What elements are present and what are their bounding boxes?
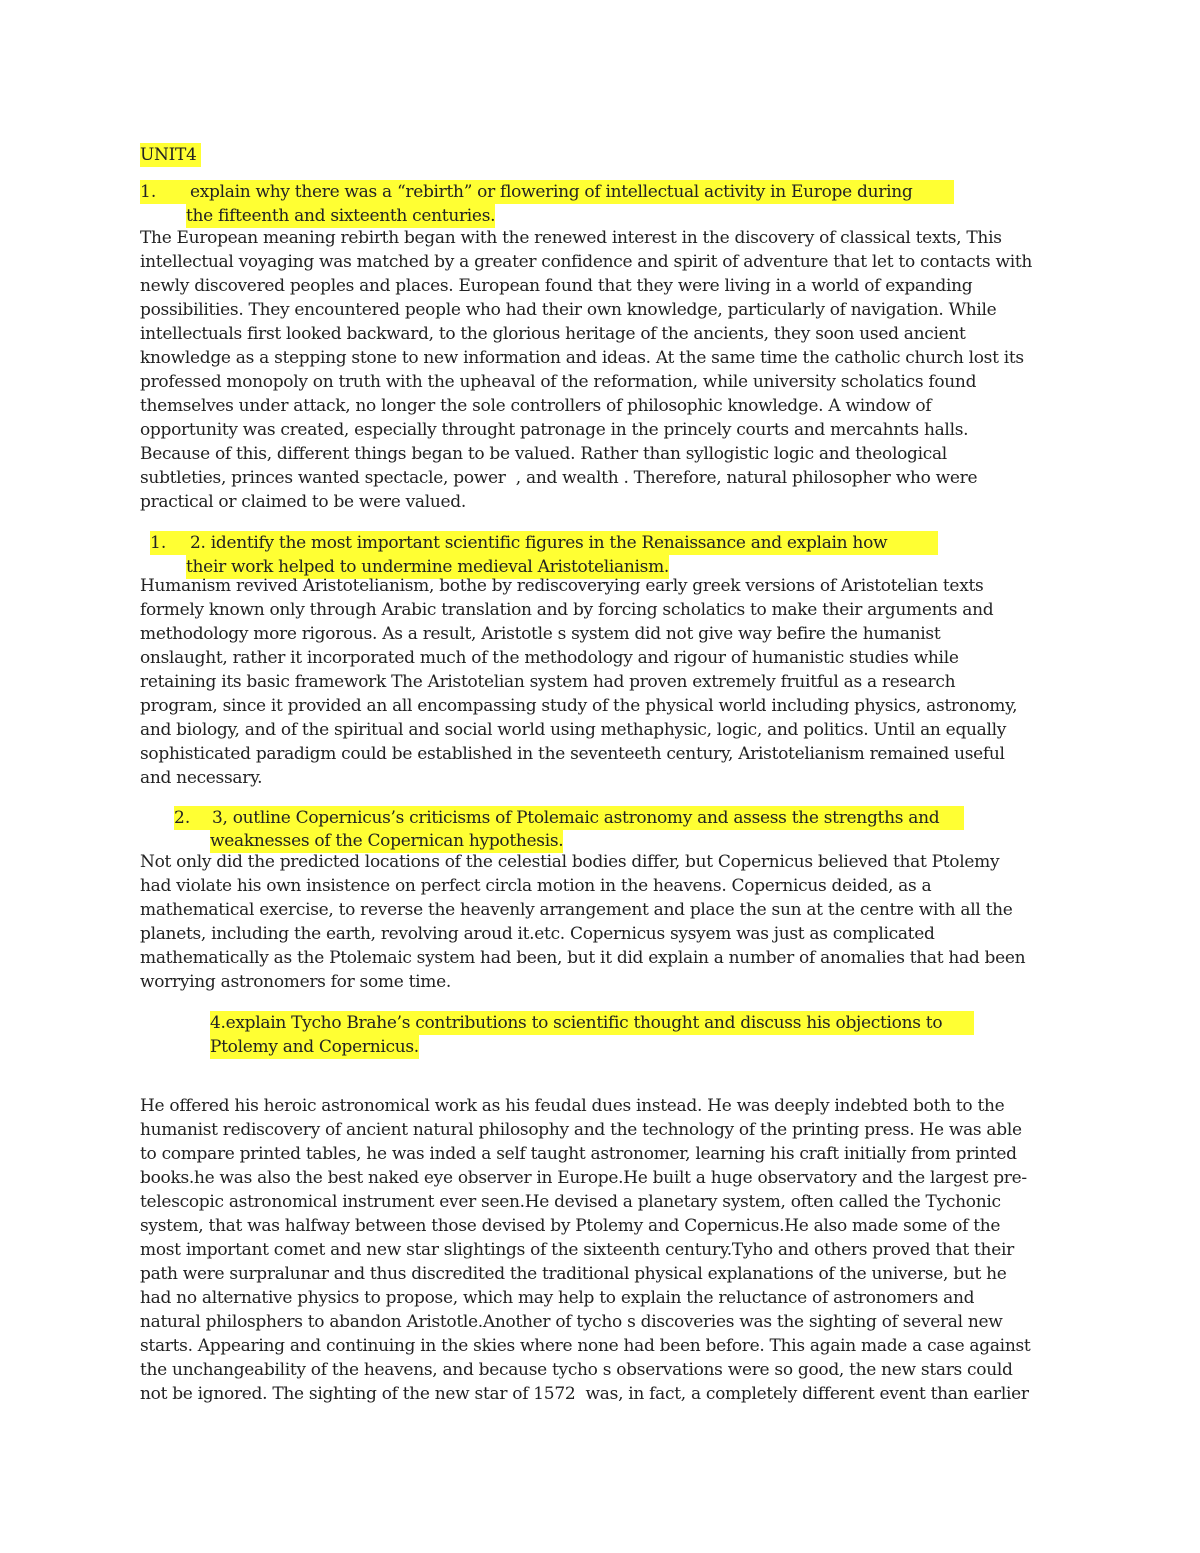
answer-3-line: worrying astronomers for some time. — [140, 972, 451, 992]
answer-2-line: and biology, and of the spiritual and social world using methaphysic, logic, and politics. Until an equally — [140, 720, 1007, 740]
answer-3-line: had violate his own insistence on perfect circla motion in the heavens. Copernicus deided, as a — [140, 876, 932, 896]
answer-3-line: mathematically as the Ptolemaic system had been, but it did explain a number of anomalies that had been — [140, 948, 1026, 968]
answer-4-line: telescopic astronomical instrument ever seen.He devised a planetary system, often called the Tychonic — [140, 1192, 1001, 1212]
answer-4-line: had no alternative physics to propose, which may help to explain the reluctance of astronomers and — [140, 1288, 975, 1308]
question-1-heading-line-2: the fifteenth and sixteenth centuries. — [186, 206, 496, 226]
question-2-number: 1. — [150, 531, 190, 555]
answer-1-line: The European meaning rebirth began with the renewed interest in the discovery of classical texts, This — [140, 228, 1002, 248]
answer-1-line: intellectual voyaging was matched by a greater confidence and spirit of adventure that let to contacts with — [140, 252, 1033, 272]
answer-4-line: most important comet and new star slightings of the sixteenth century.Tyho and others proved that their — [140, 1240, 1014, 1260]
answer-3-line: mathematical exercise, to reverse the heavenly arrangement and place the sun at the centre with all the — [140, 900, 1013, 920]
answer-1-line: newly discovered peoples and places. European found that they were living in a world of expanding — [140, 276, 973, 296]
answer-1-line: knowledge as a stepping stone to new information and ideas. At the same time the catholic church lost its — [140, 348, 1024, 368]
answer-1-line: Because of this, different things began to be valued. Rather than syllogistic logic and theological — [140, 444, 947, 464]
answer-4-line: the unchangeability of the heavens, and because tycho s observations were so good, the new stars could — [140, 1360, 1013, 1380]
answer-4-line: books.he was also the best naked eye observer in Europe.He built a huge observatory and the largest pre- — [140, 1168, 1027, 1188]
question-3-heading-line-1: 3, outline Copernicus’s criticisms of Ptolemaic astronomy and assess the strengths and — [212, 806, 964, 830]
answer-2-line: and necessary. — [140, 768, 263, 788]
answer-1-line: opportunity was created, especially throught patronage in the princely courts and mercahnts halls. — [140, 420, 969, 440]
question-3-number: 2. — [174, 806, 214, 830]
question-1-heading-line-1: explain why there was a “rebirth” or flowering of intellectual activity in Europe during — [190, 180, 954, 204]
answer-2-line: retaining its basic framework The Aristotelian system had proven extremely fruitful as a research — [140, 672, 956, 692]
answer-4-line: starts. Appearing and continuing in the skies where none had been before. This again made a case against — [140, 1336, 1031, 1356]
answer-1-line: possibilities. They encountered people who had their own knowledge, particularly of navigation. While — [140, 300, 997, 320]
answer-1-line: professed monopoly on truth with the upheaval of the reformation, while university scholatics found — [140, 372, 977, 392]
question-1-number: 1. — [140, 180, 190, 204]
question-2-heading-line-2: their work helped to undermine medieval Aristotelianism. — [186, 557, 670, 577]
answer-4-line: natural philosphers to abandon Aristotle.Another of tycho s discoveries was the sighting of several new — [140, 1312, 1003, 1332]
question-3-heading-line-2: weaknesses of the Copernican hypothesis. — [210, 831, 564, 851]
answer-3-line: planets, including the earth, revolving aroud it.etc. Copernicus sysyem was just as complicated — [140, 924, 935, 944]
answer-4-line: humanist rediscovery of ancient natural philosophy and the technology of the printing press. He was able — [140, 1120, 1022, 1140]
answer-2-line: methodology more rigorous. As a result, Aristotle s system did not give way befire the humanist — [140, 624, 941, 644]
answer-4-line: system, that was halfway between those devised by Ptolemy and Copernicus.He also made some of the — [140, 1216, 1001, 1236]
answer-2-line: Humanism revived Aristotelianism, bothe by rediscoverying early greek versions of Aristotelian texts — [140, 576, 984, 596]
answer-1-line: intellectuals first looked backward, to the glorious heritage of the ancients, they soon used ancient — [140, 324, 966, 344]
answer-1-line: subtleties, princes wanted spectacle, power , and wealth . Therefore, natural philosopher who were — [140, 468, 978, 488]
answer-4-line: He offered his heroic astronomical work as his feudal dues instead. He was deeply indebted both to the — [140, 1096, 1005, 1116]
answer-4-line: not be ignored. The sighting of the new star of 1572 was, in fact, a completely different event than earlier — [140, 1384, 1029, 1404]
unit-title: UNIT4 — [140, 143, 201, 167]
question-2-heading-line-1: 2. identify the most important scientific figures in the Renaissance and explain how — [190, 531, 938, 555]
answer-3-line: Not only did the predicted locations of the celestial bodies differ, but Copernicus believed that Ptolemy — [140, 852, 1000, 872]
answer-2-line: onslaught, rather it incorporated much of the methodology and rigour of humanistic studies while — [140, 648, 959, 668]
answer-4-line: path were surpralunar and thus discredited the traditional physical explanations of the universe, but he — [140, 1264, 1007, 1284]
answer-2-line: formely known only through Arabic translation and by forcing scholatics to make their arguments and — [140, 600, 994, 620]
answer-1-line: practical or claimed to be were valued. — [140, 492, 466, 512]
answer-1-line: themselves under attack, no longer the sole controllers of philosophic knowledge. A window of — [140, 396, 932, 416]
question-4-heading-line-1: 4.explain Tycho Brahe’s contributions to scientific thought and discuss his objections to — [210, 1011, 974, 1035]
answer-4-line: to compare printed tables, he was inded a self taught astronomer, learning his craft initially from printed — [140, 1144, 1017, 1164]
question-4-heading-line-2: Ptolemy and Copernicus. — [210, 1037, 419, 1057]
answer-2-line: sophisticated paradigm could be established in the seventeeth century, Aristotelianism remained useful — [140, 744, 1005, 764]
answer-2-line: program, since it provided an all encompassing study of the physical world including physics, astronomy, — [140, 696, 1018, 716]
